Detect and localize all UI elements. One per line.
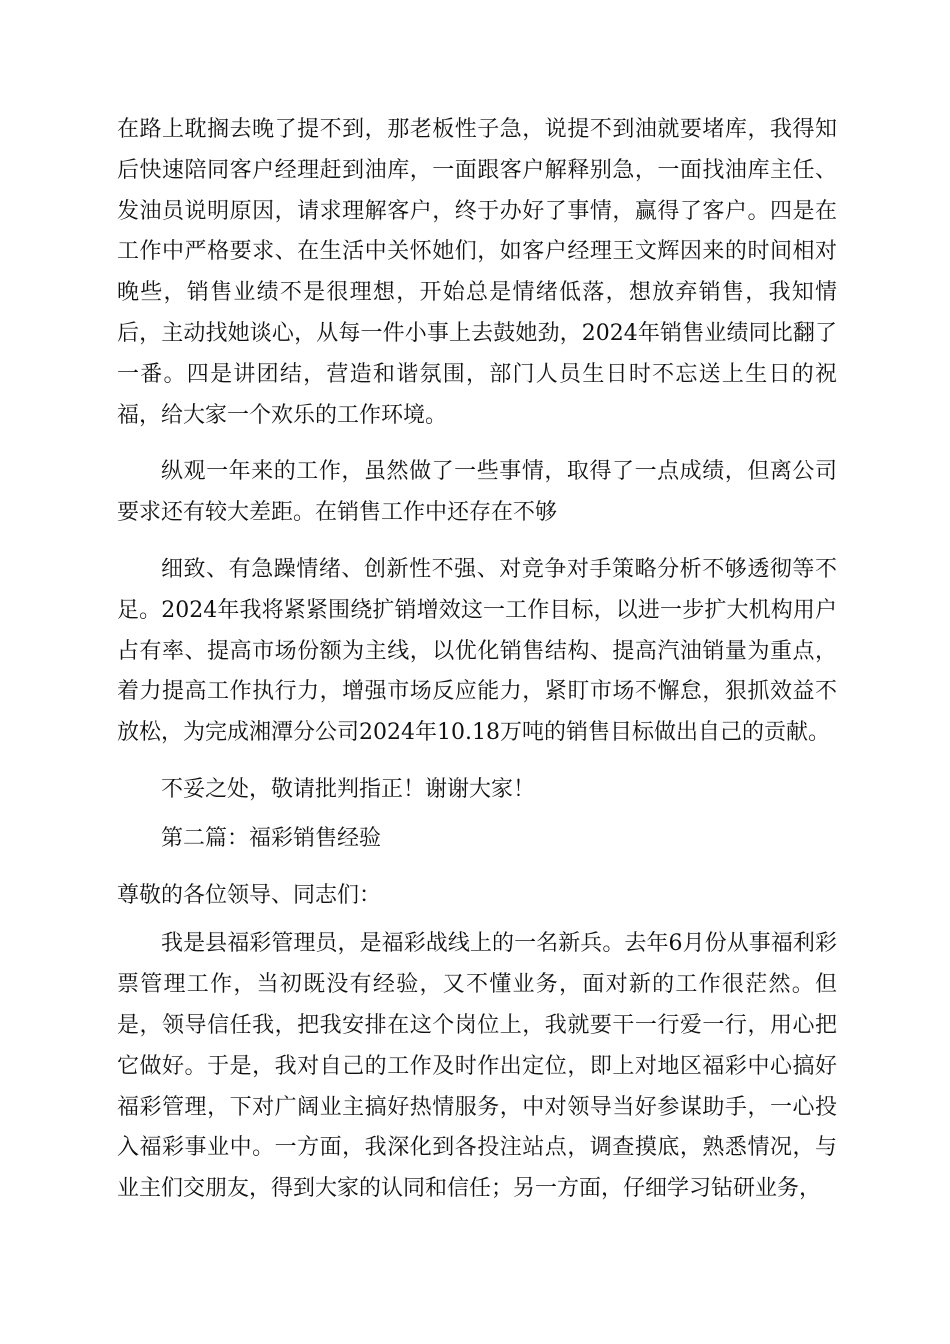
body-paragraph: 细致、有急躁情绪、创新性不强、对竞争对手策略分析不够透彻等不足。2024年我将紧紧围绕扩销增效这一工作目标，以进一步扩大机构用户占有率、提高市场份额为主线，以优化销售结构、提高汽油销量为重点，着力提高工作执行力，增强市场反应能力，紧盯市场不懈怠，狠抓效益不放松，为完成湘潭分公司2024年10.18万吨的销售目标做出自己的贡献。 bbox=[117, 556, 837, 746]
section-heading: 第二篇：福彩销售经验 bbox=[161, 825, 382, 851]
body-paragraph: 我是县福彩管理员，是福彩战线上的一名新兵。去年6月份从事福利彩票管理工作，当初既没有经验，又不懂业务，面对新的工作很茫然。但是，领导信任我，把我安排在这个岗位上，我就要干一行爱一行，用心把它做好。于是，我对自己的工作及时作出定位，即上对地区福彩中心搞好福彩管理，下对广阔业主搞好热情服务，中对领导当好参谋助手，一心投入福彩事业中。一方面，我深化到各投注站点，调查摸底，熟悉情况，与业主们交朋友，得到大家的认同和信任；另一方面，仔细学习钻研业务， bbox=[117, 931, 837, 1202]
body-paragraph: 纵观一年来的工作，虽然做了一些事情，取得了一点成绩，但离公司要求还有较大差距。在销售工作中还存在不够 bbox=[117, 459, 837, 526]
closing-remark: 不妥之处，敬请批判指正！谢谢大家！ bbox=[161, 776, 536, 802]
salutation: 尊敬的各位领导、同志们： bbox=[117, 882, 382, 908]
body-paragraph: 在路上耽搁去晚了提不到，那老板性子急，说提不到油就要堵库，我得知后快速陪同客户经理赶到油库，一面跟客户解释别急，一面找油库主任、发油员说明原因，请求理解客户，终于办好了事情，赢得了客户。四是在工作中严格要求、在生活中关怀她们，如客户经理王文辉因来的时间相对晚些，销售业绩不是很理想，开始总是情绪低落，想放弃销售，我知情后，主动找她谈心，从每一件小事上去鼓她劲，2024年销售业绩同比翻了一番。四是讲团结，营造和谐氛围，部门人员生日时不忘送上生日的祝福，给大家一个欢乐的工作环境。 bbox=[117, 117, 837, 428]
document-page bbox=[117, 110, 837, 1226]
